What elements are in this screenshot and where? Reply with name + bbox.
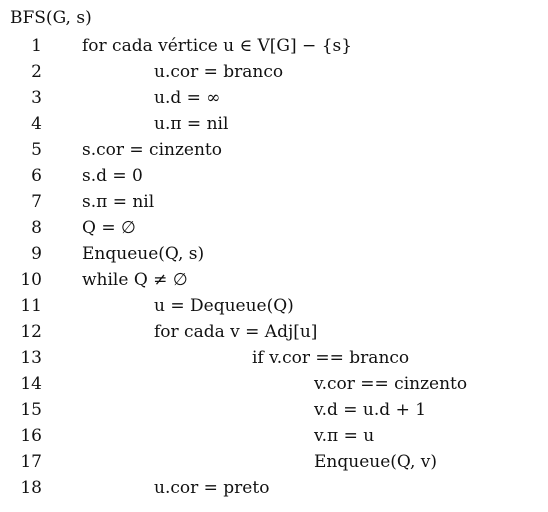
line-number: 10 — [20, 270, 42, 290]
line-code: s.cor = cinzento — [82, 140, 223, 160]
line-number: 15 — [20, 400, 42, 420]
line-code: v.d = u.d + 1 — [314, 400, 427, 420]
line-code: s.d = 0 — [82, 166, 143, 186]
code-line — [0, 424, 548, 448]
line-code: u.cor = branco — [154, 62, 284, 82]
line-number: 1 — [31, 36, 42, 56]
code-line — [0, 34, 548, 58]
code-line — [0, 60, 548, 84]
code-line — [0, 346, 548, 370]
line-code: u = Dequeue(Q) — [154, 296, 294, 316]
algorithm-title: BFS(G, s) — [10, 8, 92, 28]
code-line — [0, 86, 548, 110]
line-number: 5 — [31, 140, 42, 160]
line-number: 4 — [31, 114, 42, 134]
code-line — [0, 242, 548, 266]
line-number: 13 — [20, 348, 42, 368]
code-line — [0, 164, 548, 188]
line-code: u.cor = preto — [154, 478, 270, 498]
line-code: Q = ∅ — [82, 218, 136, 238]
code-line — [0, 372, 548, 396]
line-code: u.d = ∞ — [154, 88, 221, 108]
code-line — [0, 112, 548, 136]
code-line — [0, 320, 548, 344]
line-number: 6 — [31, 166, 42, 186]
line-code: Enqueue(Q, s) — [82, 244, 205, 264]
code-line — [0, 476, 548, 500]
line-code: v.cor == cinzento — [314, 374, 468, 394]
line-code: for cada vértice u ∈ V[G] − {s} — [82, 36, 353, 56]
line-number: 14 — [20, 374, 42, 394]
line-number: 16 — [20, 426, 42, 446]
code-line — [0, 216, 548, 240]
line-code: while Q ≠ ∅ — [82, 270, 188, 290]
line-code: v.π = u — [314, 426, 375, 446]
line-number: 9 — [31, 244, 42, 264]
code-line — [0, 190, 548, 214]
line-number: 3 — [31, 88, 42, 108]
line-number: 11 — [20, 296, 42, 316]
line-code: for cada v = Adj[u] — [154, 322, 318, 342]
line-number: 8 — [31, 218, 42, 238]
code-line — [0, 398, 548, 422]
line-number: 12 — [20, 322, 42, 342]
line-code: if v.cor == branco — [252, 348, 410, 368]
code-line — [0, 450, 548, 474]
line-code: Enqueue(Q, v) — [314, 452, 438, 472]
line-code: u.π = nil — [154, 114, 229, 134]
code-line — [0, 294, 548, 318]
line-number: 7 — [31, 192, 42, 212]
line-number: 18 — [20, 478, 42, 498]
code-line — [0, 268, 548, 292]
code-line — [0, 138, 548, 162]
line-number: 2 — [31, 62, 42, 82]
line-number: 17 — [20, 452, 42, 472]
line-code: s.π = nil — [82, 192, 155, 212]
